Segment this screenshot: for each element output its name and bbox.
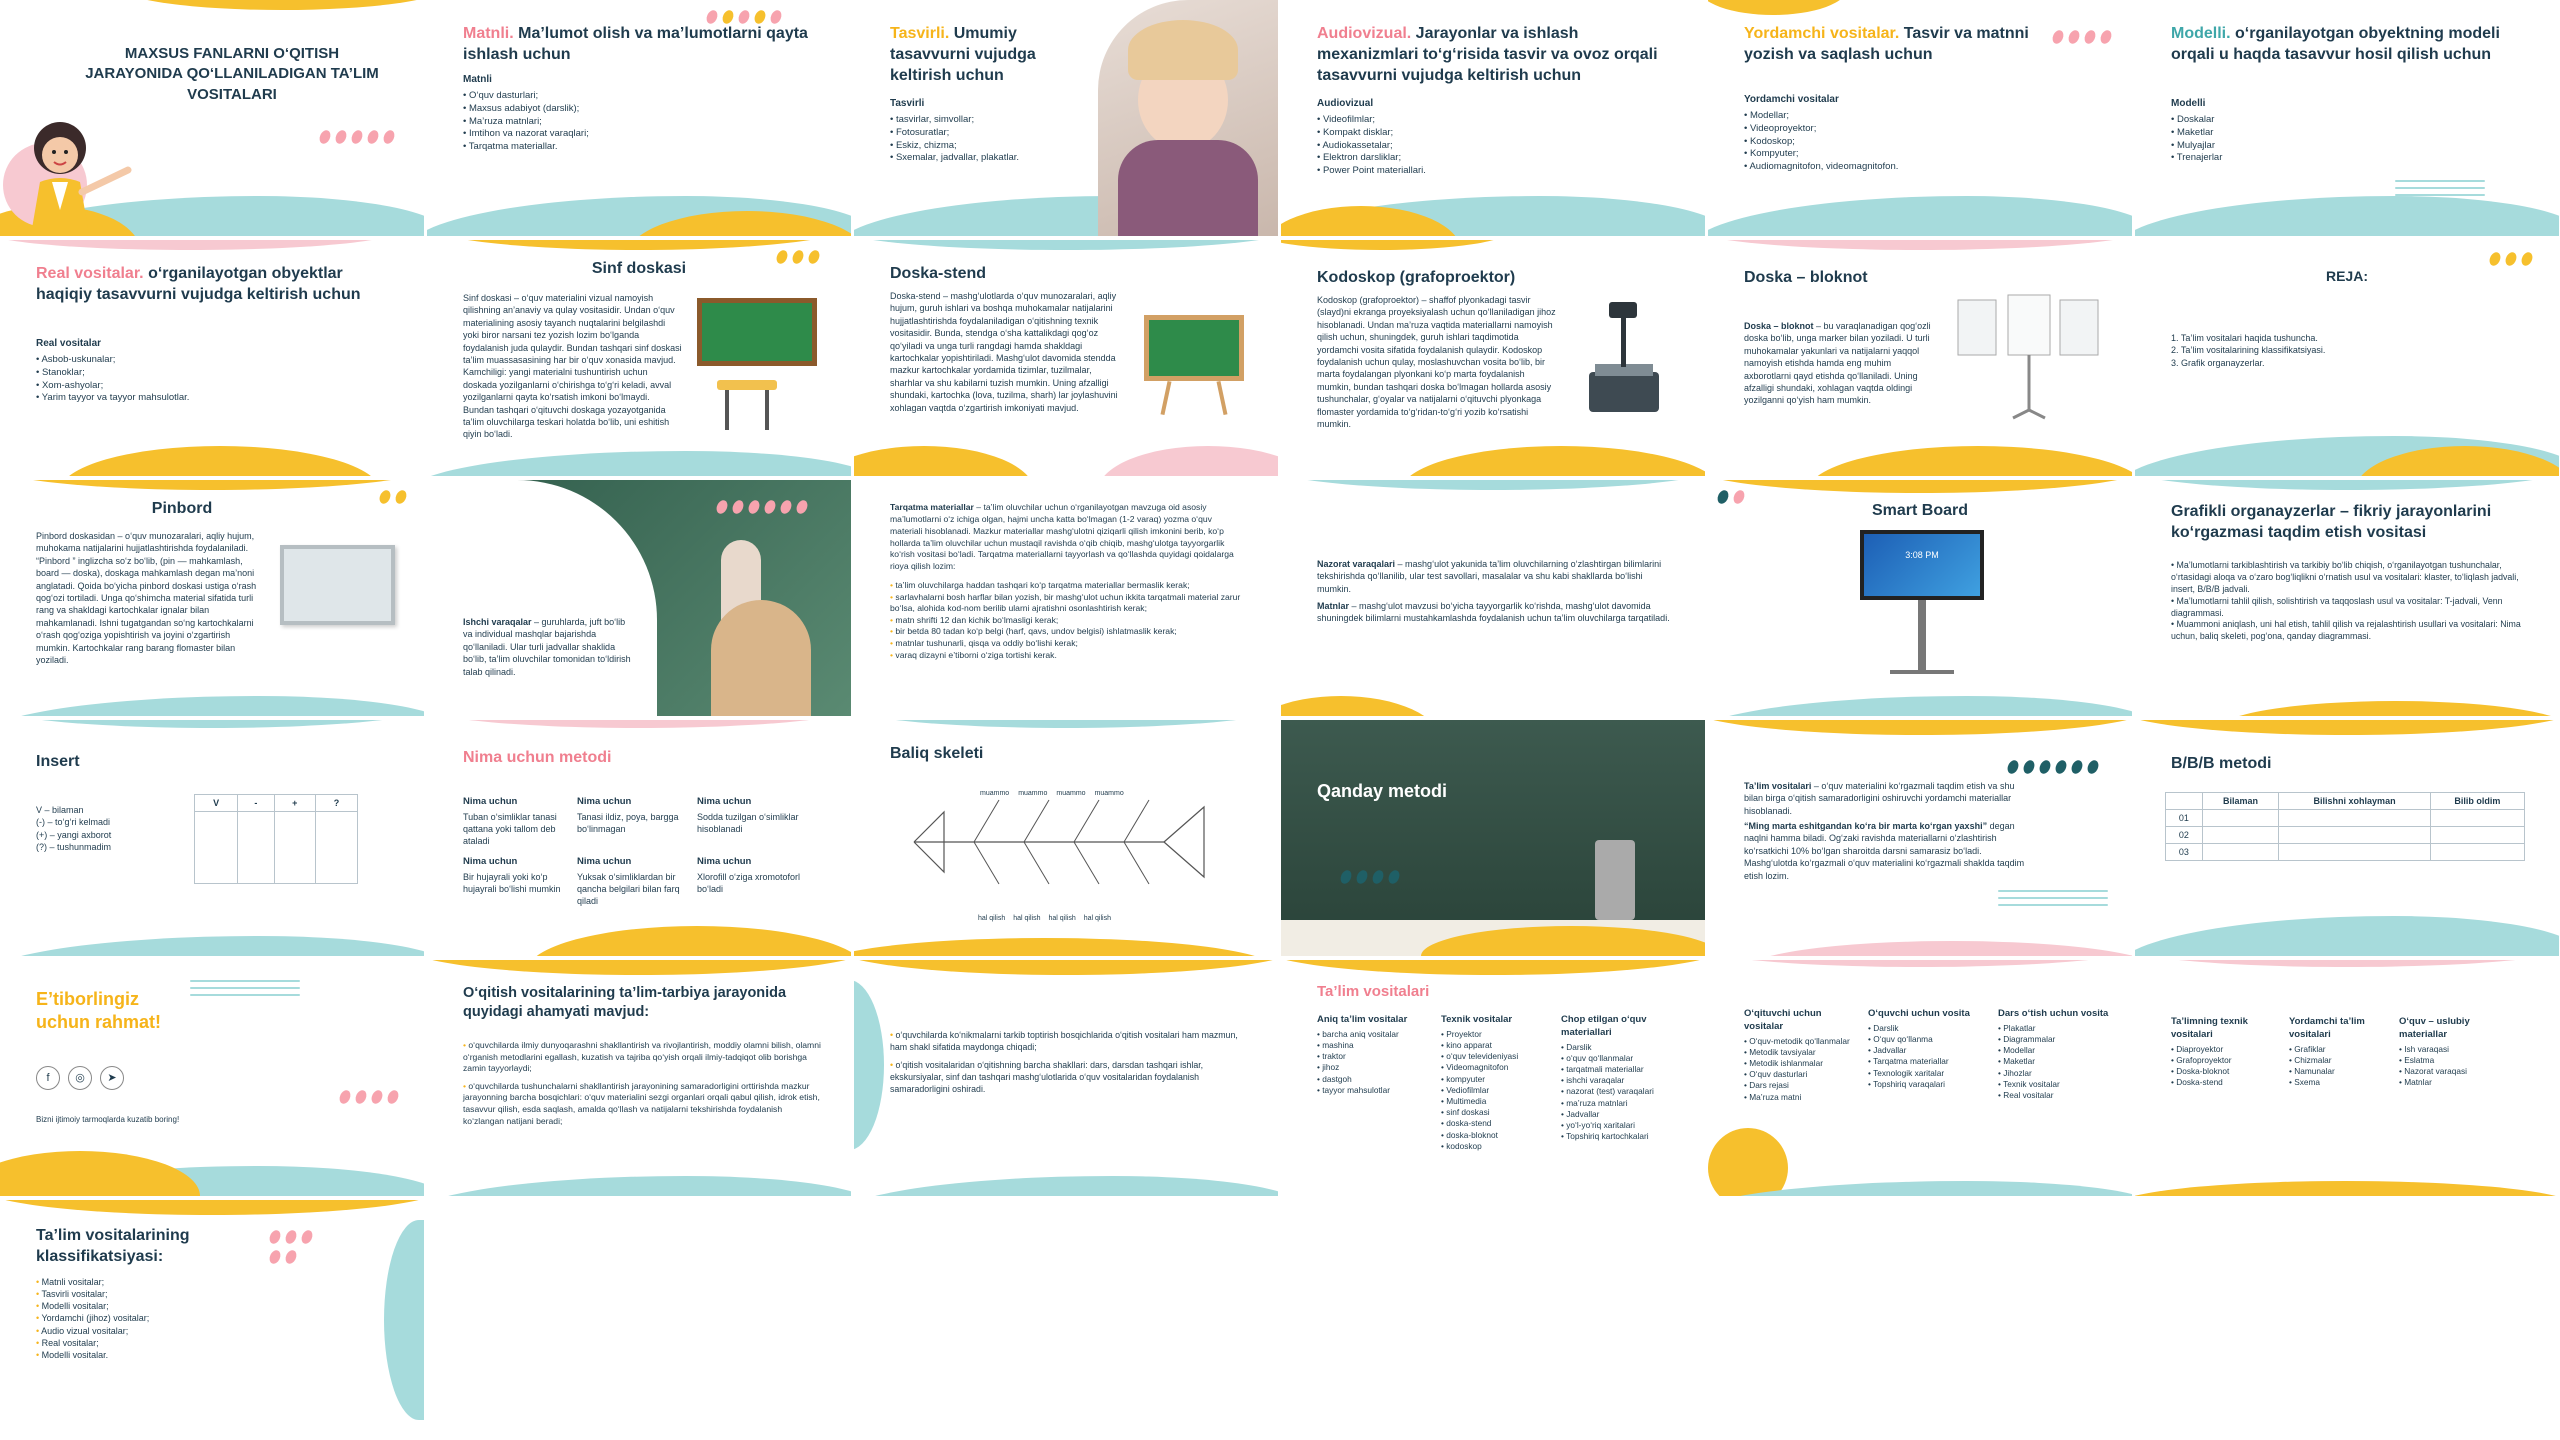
slide-3[interactable] xyxy=(854,0,1278,236)
slide-5[interactable] xyxy=(1708,0,2132,236)
body-text: Ta’lim vositalari – o‘quv materialini ko‘rgazmali taqdim etish va shu bilan birga o‘qitish samaradorligini oshiruvchi yordamchi materiallar hisoblanadi. xyxy=(1744,781,2015,816)
slide-6[interactable] xyxy=(2135,0,2559,236)
slide-15[interactable] xyxy=(854,480,1278,716)
subheading: Real vositalar xyxy=(36,338,102,349)
slide-title: O‘qitish vositalarining ta’lim-tarbiya jarayonida quyidagi ahamyati mavjud: xyxy=(463,985,787,1020)
social-note: Bizni ijtimoiy tarmoqlarda kuzatib boring! xyxy=(36,1115,180,1124)
smartboard-image: 3:08 PM xyxy=(1860,530,1984,690)
insert-table: V - + ? xyxy=(194,794,358,884)
decor-dots xyxy=(340,1090,400,1104)
decor-lines xyxy=(2395,180,2485,200)
bullet-list: • tasvirlar, simvollar; • Fotosuratlar; • Eskiz, chizma; • Sxemalar, jadvallar, plakatlar. xyxy=(890,114,1019,165)
bbb-table: Bilaman Bilishni xohlayman Bilib oldim 01 02 03 xyxy=(2165,792,2525,861)
decor-dots xyxy=(777,250,837,264)
slide-22[interactable] xyxy=(1281,720,1705,956)
social-icons xyxy=(36,1066,124,1090)
slide-27[interactable] xyxy=(854,960,1278,1196)
slide-10[interactable] xyxy=(1281,240,1705,476)
child-photo xyxy=(1098,0,1278,236)
telegram-icon[interactable]: ➤ xyxy=(100,1066,124,1090)
slide-25[interactable] xyxy=(0,960,424,1196)
slide-20[interactable] xyxy=(427,720,851,956)
slide-14[interactable] xyxy=(427,480,851,716)
slide-title: Audiovizual. Jarayonlar va ishlash mexanizmlari to‘g‘risida tasvir va ovoz orqali tasavvurni vujudga keltirish uchun xyxy=(1317,25,1658,84)
bullet-list: • Asbob-uskunalar; • Stanoklar; • Xom-ashyolar; • Yarim tayyor va tayyor mahsulotlar. xyxy=(36,354,189,405)
slide-title: Kodoskop (grafoproektor) xyxy=(1317,269,1516,286)
subheading: Matnli xyxy=(463,74,492,85)
bullet-list: • Ma’lumotlarni tarkiblashtirish va tarkibiy bo‘lib chiqish, o‘rganilayotgan tushunchalar, o‘rtasidagi aloqa va o‘zaro bog‘liqlikni o‘rnatish usul va vositalari: klaster, to‘liqlash jadvali, insert, B/B/B jadvali. • Ma’lumotlarni tahlil qilish, solishtirish va taqqoslash usul va vositalar: T-jadvali, Venn diagrammasi. • Muammoni aniqlash, uni hal etish, tahlil qilish va rejalashtirish usullari va vositalari: Nima uchun, baliq skeleti, pog‘ona, qanday diagrammasi. xyxy=(2171,560,2529,643)
bullet-list: • o‘quvchilarda ko‘nikmalarni tarkib toptirish bosqichlarida o‘qitish vositalari ham mazmun, ham shakl sifatida maydonga chiqadi; • o‘qitish vositalaridan o‘qitishning barcha shakllari: dars, darsdan tashqari ishlar, ekskursiyalar, sinf dan tashqari mashg‘ulotlarida o‘quv vositalaridan foydalanish samaradorligini oshiradi. xyxy=(890,1030,1248,1095)
flipchart-image xyxy=(1953,290,2103,420)
column: Yordamchi ta’lim vositalari • Grafiklar • Chizmalar • Namunalar • Sxema xyxy=(2289,1016,2399,1088)
body-text: Tarqatma materiallar – ta’lim oluvchilar uchun o‘rganilayotgan mavzuga oid asosiy ma’lumotlarni o‘z ichiga olgan, hajmi uncha katta bo‘lmagan (1-2 varaq) yozma o‘quv materiali hisoblanadi. Mazkur materiallar mashg‘ulotni qiziqarli qilish imkonini berib, ko‘p hollarda ta’lim oluvchilar uchun mustaqil ravishda o‘qib chiqib, mashg‘ulotga tayyorgarlik ko‘rish vositasi bo‘ladi. Tarqatma materiallarni tayyorlash va qo‘llashda quyidagi qoidalarga rioya qilish lozim: xyxy=(890,502,1234,572)
decor-dots xyxy=(1718,490,1758,504)
subheading: Yordamchi vositalar xyxy=(1744,94,1839,105)
slide-title: Doska – bloknot xyxy=(1744,269,1868,286)
rules-list: • ta’lim oluvchilarga haddan tashqari ko‘p tarqatma materiallar bermaslik kerak; • sarlavhalarni bosh harflar bilan yozish, bir mashg‘ulot uchun ikkita tarqatmali material zarur bo‘lsa, alohida kod-nom berilib ularni ajratishni osonlashtirish kerak; • matn shrifti 12 dan kichik bo‘lmasligi kerak; • bir betda 80 tadan ko‘p belgi (harf, qavs, undov belgisi) ishlatmaslik kerak; • matnlar tushunarli, qisqa va oddiy bo‘lishi kerak; • varaq dizayni e’tiborni o‘ziga tortishi kerak. xyxy=(890,580,1248,661)
slide-title: Real vositalar. o‘rganilayotgan obyektlar haqiqiy tasavvurni vujudga keltirish uchun xyxy=(36,265,361,303)
column: O‘qituvchi uchun vositalar • O‘quv-metodik qo‘llanmalar • Metodik tavsiyalar • Metodik ishlanmalar • O‘quv dasturlari • Dars rejasi • Ma’ruza matni xyxy=(1744,1008,1859,1103)
slide-13[interactable] xyxy=(0,480,424,716)
bullet-list: • Videofilmlar; • Kompakt disklar; • Audiokassetalar; • Elektron darsliklar; • Power Point materiallari. xyxy=(1317,114,1426,178)
slide-17[interactable] xyxy=(1708,480,2132,716)
slide-9[interactable] xyxy=(854,240,1278,476)
side-blob xyxy=(384,1220,424,1420)
decor-dots xyxy=(717,500,827,514)
slide-title: Nima uchun metodi xyxy=(463,749,612,766)
subheading: Tasvirli xyxy=(890,98,925,109)
body-text: Doska-stend – mashg‘ulotlarda o‘quv munozaralari, aqliy hujum, guruh ishlari va boshqa muhokamalar natijalarini hujjatlashtirishda foydalaniladigan o‘qitishning texnik vositasidir. Bunda, stendga o‘sha kattalikdagi qog‘oz qo‘yiladi va unga turli rangdagi hamda shakldagi kartochkalar yopishtiriladi. Mashg‘ulot davomida stendda mazkur kartochkalar yordamida tizimlar, tuzilmalar, sharhlar va shu kabilarni tuzish mumkin. Uning afzalligi shundaki, kartochka (lova, tuzilma, sharh) lar joylashuvini xohlagan vaqtda o‘zgartirish imkoniyati mavjud. xyxy=(890,291,1118,413)
slide-title: MAXSUS FANLARNI O‘QITISH JARAYONIDA QO‘LLANILADIGAN TA’LIM VOSITALARI xyxy=(85,45,379,103)
bullet-list: • Modellar; • Videoproyektor; • Kodoskop; • Kompyuter; • Audiomagnitofon, videomagnitofon. xyxy=(1744,110,1898,174)
column: Aniq ta’lim vositalar • barcha aniq vositalar • mashina • traktor • jihoz • dastgoh • tayyor mahsulotlar xyxy=(1317,1014,1427,1096)
slide-title: Tasvirli. Umumiy tasavvurni vujudga keltirish uchun xyxy=(890,25,1036,84)
slide-26[interactable] xyxy=(427,960,851,1196)
slide-11[interactable] xyxy=(1708,240,2132,476)
side-blob xyxy=(854,980,884,1150)
column: Texnik vositalar • Proyektor • kino apparat • o‘quv televideniyasi • Videomagnitofon • kompyuter • Vediofilmlar • Multimedia • sinf doskasi • doska-stend • doska-bloknot • kodoskop xyxy=(1441,1014,1551,1152)
school-desk-image xyxy=(717,380,777,430)
body-text: Nazorat varaqalari – mashg‘ulot yakunida ta’lim oluvchilarning o‘zlashtirgan bilimlarini tekshirishda qo‘llanilib, ular test savollari, masalalar va shu kabi shakllarda bo‘lishi mumkin. xyxy=(1317,559,1662,594)
slide-7[interactable] xyxy=(0,240,424,476)
body-text: Ishchi varaqalar – guruhlarda, juft bo‘lib va individual mashqlar bajarishda qo‘llaniladi. Ular turli jadvallar shaklida bo‘lib, ta’lim oluvchilar tomonidan to‘ldirish talab qilinadi. xyxy=(463,617,631,677)
bullet-list: • O‘quv dasturlari; • Maxsus adabiyot (darslik); • Ma’ruza matnlari; • Imtihon va nazorat varaqlari; • Tarqatma materiallar. xyxy=(463,90,589,154)
body-text: Doska – bloknot – bu varaqlanadigan qog‘ozli doska bo‘lib, unga marker bilan yoziladi. U turli muhokamalar yakunlari va natijalarni yaqqol namoyish etishda hamda eng muhim axborotlarni qayd etishda qo‘llaniladi. Uning afzalligi shundaki, xohlagan vaqtda oldingi yozilganni qo‘yish ham mumkin. xyxy=(1744,321,1931,406)
slide-title: Modelli. o‘rganilayotgan obyektning modeli orqali u haqda tasavvur hosil qilish uchun xyxy=(2171,25,2500,63)
bullet-list: • Doskalar • Maketlar • Mulyajlar • Trenajerlar xyxy=(2171,114,2222,165)
decor-dots xyxy=(270,1230,320,1264)
slide-19[interactable] xyxy=(0,720,424,956)
decor-dots xyxy=(2008,760,2118,774)
slide-title: Smart Board xyxy=(1871,502,1969,519)
column: Chop etilgan o‘quv materiallari • Darslik • o‘quv qo‘llanmalar • tarqatmali materiallar • ishchi varaqalar • nazorat (test) varaqalari • ma’ruza matnlari • Jadvallar • yo‘l-yo‘riq xaritalari • Topshiriq kartochkalari xyxy=(1561,1014,1681,1142)
slide-title: Insert xyxy=(36,753,80,770)
thank-you-title: E’tiborlingiz uchun rahmat! xyxy=(36,989,162,1033)
yellow-circle xyxy=(1708,1128,1788,1196)
slide-4[interactable] xyxy=(1281,0,1705,236)
decor-dots xyxy=(380,490,410,504)
facebook-icon[interactable]: f xyxy=(36,1066,60,1090)
slide-title: Doska-stend xyxy=(890,265,987,282)
column: Ta’limning texnik vositalari • Diaproyektor • Grafoproyektor • Doska-bloknot • Doska-stend xyxy=(2171,1016,2281,1088)
fishbone-diagram xyxy=(904,792,1224,892)
bullet-list: • Matnli vositalar; • Tasvirli vositalar; • Modelli vositalar; • Yordamchi (jihoz) vositalar; • Audio vizual vositalar; • Real vositalar; • Modelli vositalar. xyxy=(36,1276,149,1361)
chalkboard-image xyxy=(697,298,817,366)
body-text: Kodoskop (grafoproektor) – shaffof plyonkadagi tasvir (slayd)ni ekranga proyeksiyalash uchun qo‘llaniladigan jihoz hisoblanadi. Undan ma’ruza vaqtida materiallarni namoyish qilish uchun, shuningdek, guruh ishlari taqdimotida yordamchi vosita sifatida foydalanish qulaydir. Kodoskop foydalanish uchun qulay, moslashuvchan vosita bo‘lib, bir marta foydalangan plyonkani ko‘p marta foydalanish mumkin, bundan tashqari doska bo‘lmagan hollarda asosiy tushunchalar, g‘oyalar va natijalarni o‘qituvchi plyonkaga flomaster yordamida to‘g‘ridan-to‘g‘ri yozib ko‘rsatishi mumkin. xyxy=(1317,295,1556,430)
slide-28[interactable] xyxy=(1281,960,1705,1196)
decor-lines xyxy=(190,980,300,1000)
slide-23[interactable] xyxy=(1708,720,2132,956)
slide-24[interactable] xyxy=(2135,720,2559,956)
teacher-illustration xyxy=(0,100,150,236)
slide-title: Matnli. Ma’lumot olish va ma’lumotlarni qayta ishlash uchun xyxy=(463,25,808,63)
body-text-2: “Ming marta eshitgandan ko‘ra bir marta ko‘rgan yaxshi” degan naqlni hamma biladi. Og‘zaki ravishda materiallarni o‘zlashtirish ko‘rsatkichi 10% bo‘lgan sharoitda darsni samarasiz bo‘ladi. Mashg‘ulotda ko‘rgazmali o‘quv materialini ko‘rgazmali shaklda taqdim etish lozim. xyxy=(1744,821,2025,881)
bullet-list: • o‘quvchilarda ilmiy dunyoqarashni shakllantirish va rivojlantirish, moddiy olamni bilish, olamni o‘rganish metodlarini egallash, kuzatish va tajriba qo‘yish orqali ilmiy-tadqiqot olib borishga zamin tayyorlaydi; • o‘quvchilarda tushunchalarni shakllantirish jarayonining samaradorligini orttirishda mazkur jarayonning barcha bosqichlari: o‘quv materialini sezgi organlari orqali qabul qilish, idrok etish, tasavvur qilish, esda saqlash, amalda qo‘llash va natijalarni tekshirishda foydalanish ko‘zlangan natijani beradi; xyxy=(463,1040,821,1127)
why-cell: Nima uchun Tuban o‘simliklar tanasi qattana yoki tallom deb ataladi xyxy=(463,796,557,847)
board-stand-image xyxy=(1144,315,1244,415)
overhead-projector-image xyxy=(1581,292,1671,422)
slide-1[interactable] xyxy=(0,0,424,236)
instagram-icon[interactable]: ◎ xyxy=(68,1066,92,1090)
slide-title: REJA: xyxy=(2325,268,2368,284)
decor-dots xyxy=(320,130,410,144)
decor-dots xyxy=(707,10,827,24)
why-cell: Nima uchun Sodda tuzilgan o‘simliklar hisoblanadi xyxy=(697,796,799,834)
decor-dots xyxy=(1341,870,1401,884)
column: Dars o‘tish uchun vosita • Plakatlar • Diagrammalar • Modellar • Maketlar • Jihozlar • Texnik vositalar • Real vositalar xyxy=(1998,1008,2113,1101)
slide-29[interactable] xyxy=(1708,960,2132,1196)
fishbone-bottom-labels: hal qilish hal qilish hal qilish hal qilish xyxy=(978,915,1111,922)
body-text: Pinbord doskasidan – o‘quv munozaralari, aqliy hujum, muhokama natijalarini hujjatlashtirishda foydalaniladi. “Pinbord ” inglizcha so‘z bo‘lib, (pin — mahkamlash, board — doska), doskaga mahkamlash degan ma’noni anglatadi. Qoida bo‘yicha pinbord doskasi ustiga o‘rash qog‘ozi tortiladi. Unga qo‘shimcha material sifatida turli rang va shakldagi kartochkalar ignalar bilan mahkamlanadi. Ishni tugatgandan so‘ng kartochkalarni o‘rash qog‘oziga yopishtirish va joyini o‘zgartirish mumkin. Kartochkalar rang barang flomaster bilan yoziladi. xyxy=(36,531,257,666)
slide-8[interactable] xyxy=(427,240,851,476)
column: O‘quvchi uchun vosita • Darslik • O‘quv qo‘llanma • Jadvallar • Tarqatma materiallar • Texnologik xaritalar • Topshiriq varaqalari xyxy=(1868,1008,1983,1090)
column: O‘quv – uslubiy materiallar • Ish varaqasi • Eslatma • Nazorat varaqasi • Matnlar xyxy=(2399,1016,2519,1088)
subheading: Modelli xyxy=(2171,98,2206,109)
legend-list: V – bilaman (-) – to‘g‘ri kelmadi (+) – yangi axborot (?) – tushunmadim xyxy=(36,805,112,853)
subheading: Audiovizual xyxy=(1317,98,1374,109)
why-cell: Nima uchun Bir hujayrali yoki ko‘p hujayrali bo‘lishi mumkin xyxy=(463,856,561,894)
why-cell: Nima uchun Tanasi ildiz, poya, bargga bo‘linmagan xyxy=(577,796,679,834)
slide-title: Grafikli organayzerlar – fikriy jarayonlarini ko‘rgazmasi taqdim etish vositasi xyxy=(2171,503,2492,541)
slide-title: Sinf doskasi xyxy=(591,260,687,277)
body-text-2: Matnlar – mashg‘ulot mavzusi bo‘yicha tayyorgarlik ko‘rishda, mashg‘ulot davomida shuningdek bilimlarni mustahkamlashda foydalanish uchun ta’lim oluvchilarga tarqatiladi. xyxy=(1317,601,1670,624)
pinboard-image xyxy=(280,545,395,625)
slide-title: Ta’lim vositalarining klassifikatsiyasi: xyxy=(36,1227,190,1265)
slide-30[interactable] xyxy=(2135,960,2559,1196)
why-cell: Nima uchun Xlorofill o‘ziga xromotoforl bo‘ladi xyxy=(697,856,801,894)
body-text: Sinf doskasi – o‘quv materialini vizual namoyish qilishning an’anaviy va qulay vositasidir. Undan o‘quv materialining asosiy tayanch nuqtalarini belgilashdi yoki biror narsani tez yozish lozim bo‘lganda foydalanish juda qulaydir. Bundan tashqari sinf doskasi ta’lim muassasasining har bir o‘quv xonasida mavjud. Kamchiligi: yangi materialni tushuntirish uchun doskada yozilganlarni o‘chirishga to‘g‘ri keladi, avval yozilganlarni qayta ko‘rsatish imkoni bo‘lmaydi. Bundan tashqari o‘qituvchi doskaga yozayotganida ta’lim oluvchilarga teskari holatda bo‘lib, uni eshitish qiyin bo‘ladi. xyxy=(463,293,682,440)
why-cell: Nima uchun Yuksak o‘simliklardan bir qancha belgilari bilan farq qiladi xyxy=(577,856,680,907)
slide-31[interactable] xyxy=(0,1200,424,1440)
slide-2[interactable] xyxy=(427,0,851,236)
slide-title: Ta’lim vositalari xyxy=(1317,983,1430,1000)
slide-18[interactable] xyxy=(2135,480,2559,716)
slide-16[interactable] xyxy=(1281,480,1705,716)
slide-title: Qanday metodi xyxy=(1317,781,1448,801)
slide-title: Baliq skeleti xyxy=(890,745,984,762)
decor-dots xyxy=(2490,252,2550,266)
slide-title: B/B/B metodi xyxy=(2171,755,2272,772)
fishbone-top-labels: muammo muammo muammo muammo xyxy=(980,790,1124,797)
decor-dots xyxy=(2053,30,2113,44)
slide-title: Yordamchi vositalar. Tasvir va matnni yozish va saqlash uchun xyxy=(1744,25,2029,63)
slide-title: Pinbord xyxy=(151,500,213,517)
plan-list: 1. Ta’lim vositalari haqida tushuncha. 2. Ta’lim vositalarining klassifikatsiyasi. 3. Grafik organayzerlar. xyxy=(2171,333,2326,368)
slide-12[interactable] xyxy=(2135,240,2559,476)
slide-21[interactable] xyxy=(854,720,1278,956)
chalkboard-photo xyxy=(1281,720,1705,956)
decor-lines xyxy=(1998,890,2108,910)
